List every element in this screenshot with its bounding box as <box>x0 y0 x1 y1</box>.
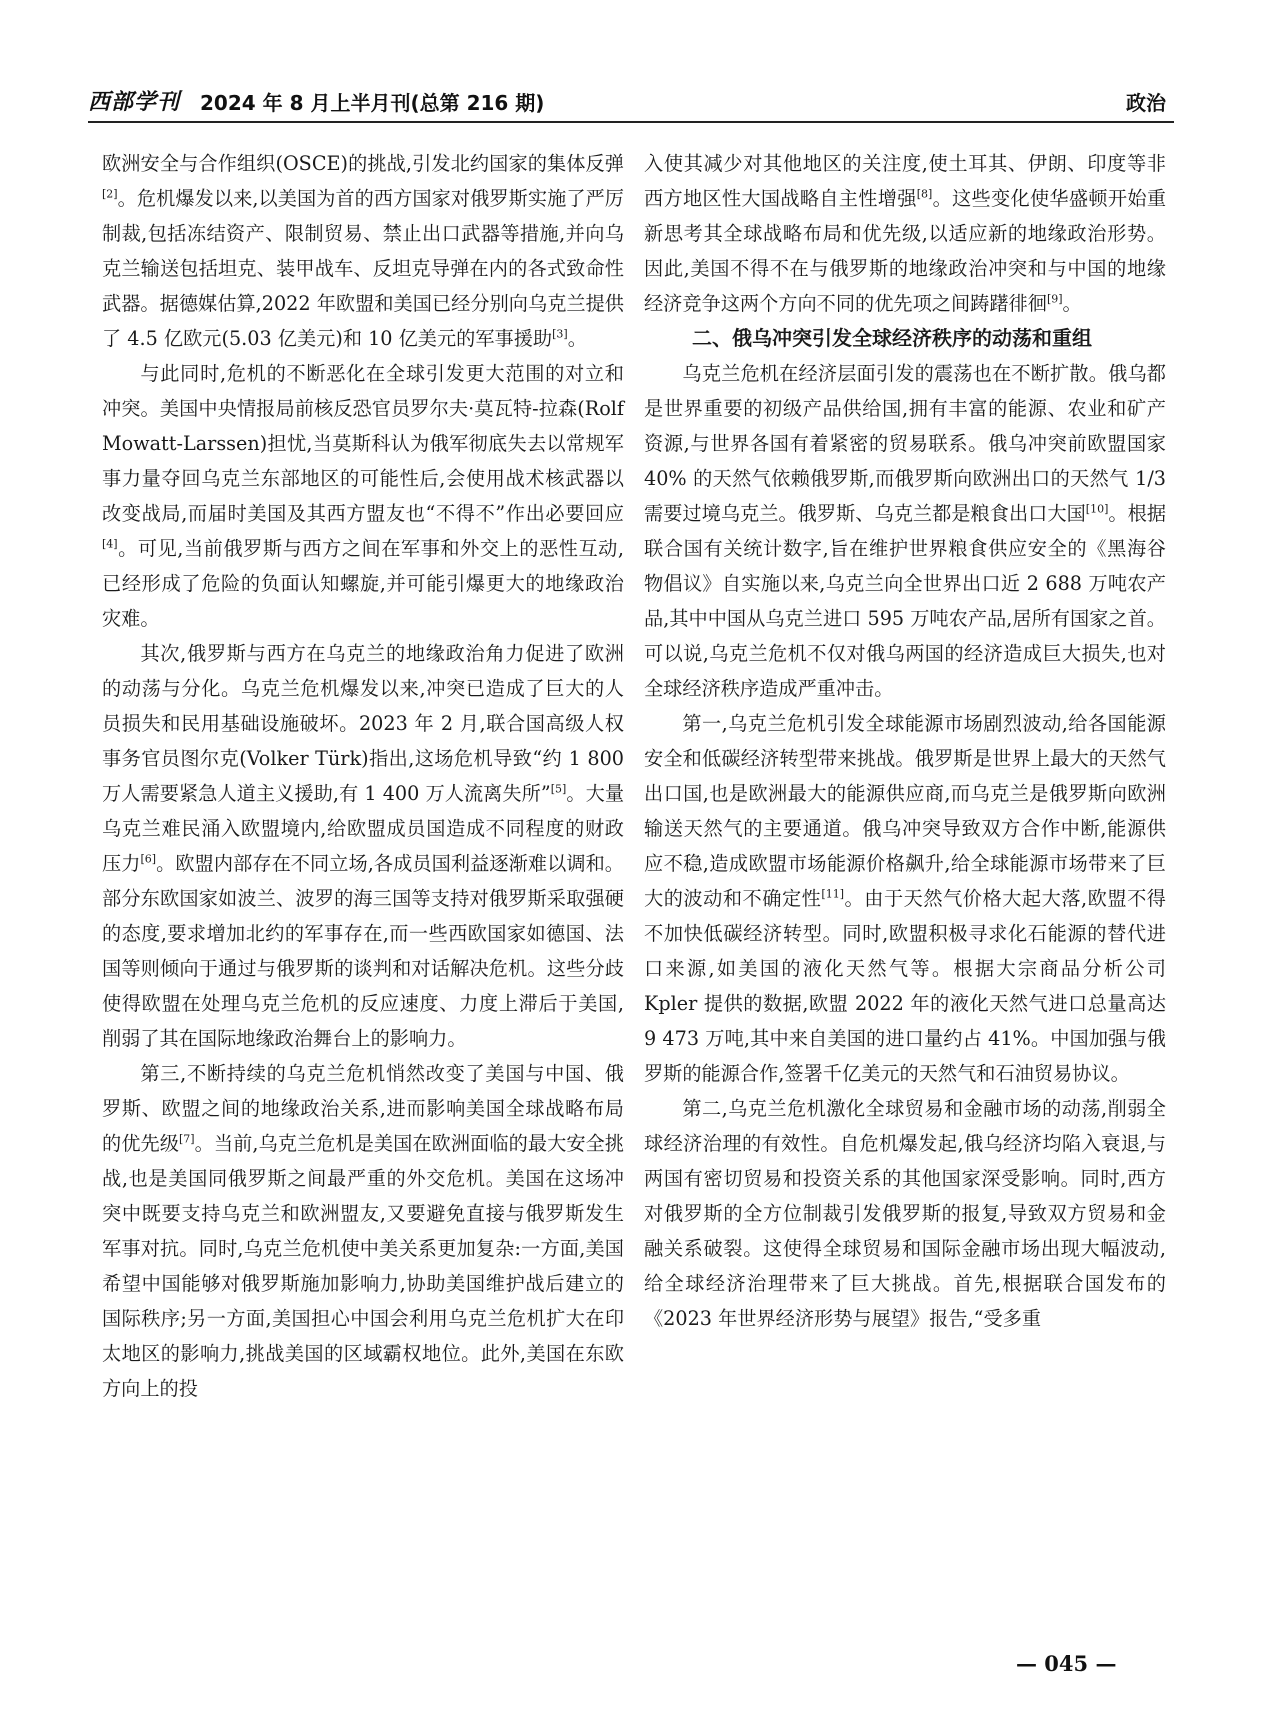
citation-ref: [3] <box>552 327 568 341</box>
citation-ref: [6] <box>140 852 157 866</box>
section-heading: 二、俄乌冲突引发全球经济秩序的动荡和重组 <box>692 326 1092 350</box>
left-column <box>102 146 624 1406</box>
paragraph: 欧洲安全与合作组织(OSCE)的挑战,引发北约国家的集体反弹[2]。危机爆发以来,以美国为首的西方国家对俄罗斯实施了严厉制裁,包括冻结资产、限制贸易、禁止出口武器等措施,并向乌克兰输送包括坦克、装甲战车、反坦克导弹在内的各式致命性武器。据德媒估算,2022 年欧盟和美国已经分别向乌克兰提供了 4.5 亿欧元(5.03 亿美元)和 10 亿美元的军事援助[3]。 <box>102 152 624 350</box>
citation-ref: [8] <box>916 187 933 201</box>
citation-ref: [5] <box>550 782 567 796</box>
journal-logo: 西部学刊 <box>88 89 181 115</box>
paragraph: 第二,乌克兰危机激化全球贸易和金融市场的动荡,削弱全球经济治理的有效性。自危机爆发起,俄乌经济均陷入衰退,与两国有密切贸易和投资关系的其他国家深受影响。同时,西方对俄罗斯的全方位制裁引发俄罗斯的报复,导致双方贸易和金融关系破裂。这使得全球贸易和国际金融市场出现大幅波动,给全球经济治理带来了巨大挑战。首先,根据联合国发布的《2023 年世界经济形势与展望》报告,“受多重 <box>644 1097 1166 1330</box>
right-column <box>644 146 1166 1336</box>
paragraph: 入使其减少对其他地区的关注度,使土耳其、伊朗、印度等非西方地区性大国战略自主性增强[8]。这些变化使华盛顿开始重新思考其全球战略布局和优先级,以适应新的地缘政治形势。因此,美国不得不在与俄罗斯的地缘政治冲突和与中国的地缘经济竞争这两个方向不同的优先项之间踌躇徘徊[9]。 <box>644 152 1167 315</box>
paragraph: 其次,俄罗斯与西方在乌克兰的地缘政治角力促进了欧洲的动荡与分化。乌克兰危机爆发以来,冲突已造成了巨大的人员损失和民用基础设施破坏。2023 年 2 月,联合国高级人权事务官员图尔克(Volker Türk)指出,这场危机导致“约 1 800 万人需要紧急人道主义援助,有 1 400 万人流离失所”[5]。大量乌克兰难民涌入欧盟境内,给欧盟成员国造成不同程度的财政压力[6]。欧盟内部存在不同立场,各成员国利益逐渐难以调和。部分东欧国家如波兰、波罗的海三国等支持对俄罗斯采取强硬的态度,要求增加北约的军事存在,而一些西欧国家如德国、法国等则倾向于通过与俄罗斯的谈判和对话解决危机。这些分歧使得欧盟在处理乌克兰危机的反应速度、力度上滞后于美国,削弱了其在国际地缘政治舞台上的影响力。 <box>102 642 625 1050</box>
paragraph: 第三,不断持续的乌克兰危机悄然改变了美国与中国、俄罗斯、欧盟之间的地缘政治关系,进而影响美国全球战略布局的优先级[7]。当前,乌克兰危机是美国在欧洲面临的最大安全挑战,也是美国同俄罗斯之间最严重的外交危机。美国在这场冲突中既要支持乌克兰和欧洲盟友,又要避免直接与俄罗斯发生军事对抗。同时,乌克兰危机使中美关系更加复杂:一方面,美国希望中国能够对俄罗斯施加影响力,协助美国维护战后建立的国际秩序;另一方面,美国担心中国会利用乌克兰危机扩大在印太地区的影响力,挑战美国的区域霸权地位。此外,美国在东欧方向上的投 <box>102 1062 624 1400</box>
citation-ref: [2] <box>102 187 118 201</box>
citation-ref: [7] <box>178 1132 195 1146</box>
section-label: 政治 <box>1126 91 1166 115</box>
paragraph: 乌克兰危机在经济层面引发的震荡也在不断扩散。俄乌都是世界重要的初级产品供给国,拥有丰富的能源、农业和矿产资源,与世界各国有着紧密的贸易联系。俄乌冲突前欧盟国家 40% 的天然气依赖俄罗斯,而俄罗斯向欧洲出口的天然气 1/3 需要过境乌克兰。俄罗斯、乌克兰都是粮食出口大国[10]。根据联合国有关统计数字,旨在维护世界粮食供应安全的《黑海谷物倡议》自实施以来,乌克兰向全世界出口近 2 688 万吨农产品,其中中国从乌克兰进口 595 万吨农产品,居所有国家之首。可以说,乌克兰危机不仅对俄乌两国的经济造成巨大损失,也对全球经济秩序造成严重冲击。 <box>644 362 1167 700</box>
citation-ref: [9] <box>1046 292 1063 306</box>
paragraph: 第一,乌克兰危机引发全球能源市场剧烈波动,给各国能源安全和低碳经济转型带来挑战。俄罗斯是世界上最大的天然气出口国,也是欧洲最大的能源供应商,而乌克兰是俄罗斯向欧洲输送天然气的主要通道。俄乌冲突导致双方合作中断,能源供应不稳,造成欧盟市场能源价格飙升,给全球能源市场带来了巨大的波动和不确定性[11]。由于天然气价格大起大落,欧盟不得不加快低碳经济转型。同时,欧盟积极寻求化石能源的替代进口来源,如美国的液化天然气等。根据大宗商品分析公司 Kpler 提供的数据,欧盟 2022 年的液化天然气进口总量高达 9 473 万吨,其中来自美国的进口量约占 41%。中国加强与俄罗斯的能源合作,签署千亿美元的天然气和石油贸易协议。 <box>644 712 1166 1085</box>
citation-ref: [10] <box>1085 502 1109 516</box>
paragraph: 与此同时,危机的不断恶化在全球引发更大范围的对立和冲突。美国中央情报局前核反恐官员罗尔夫·莫瓦特-拉森(Rolf Mowatt-Larssen)担忧,当莫斯科认为俄军彻底失去以常规军事力量夺回乌克兰东部地区的可能性后,会使用战术核武器以改变战局,而届时美国及其西方盟友也“不得不”作出必要回应[4]。可见,当前俄罗斯与西方之间在军事和外交上的恶性互动,已经形成了危险的负面认知螺旋,并可能引爆更大的地缘政治灾难。 <box>102 362 624 630</box>
running-header <box>88 83 1174 123</box>
issue-info: 2024 年 8 月上半月刊(总第 216 期) <box>200 91 545 115</box>
citation-ref: [4] <box>102 537 118 551</box>
page-number: — 045 — <box>1016 1651 1117 1676</box>
citation-ref: [11] <box>821 887 844 901</box>
